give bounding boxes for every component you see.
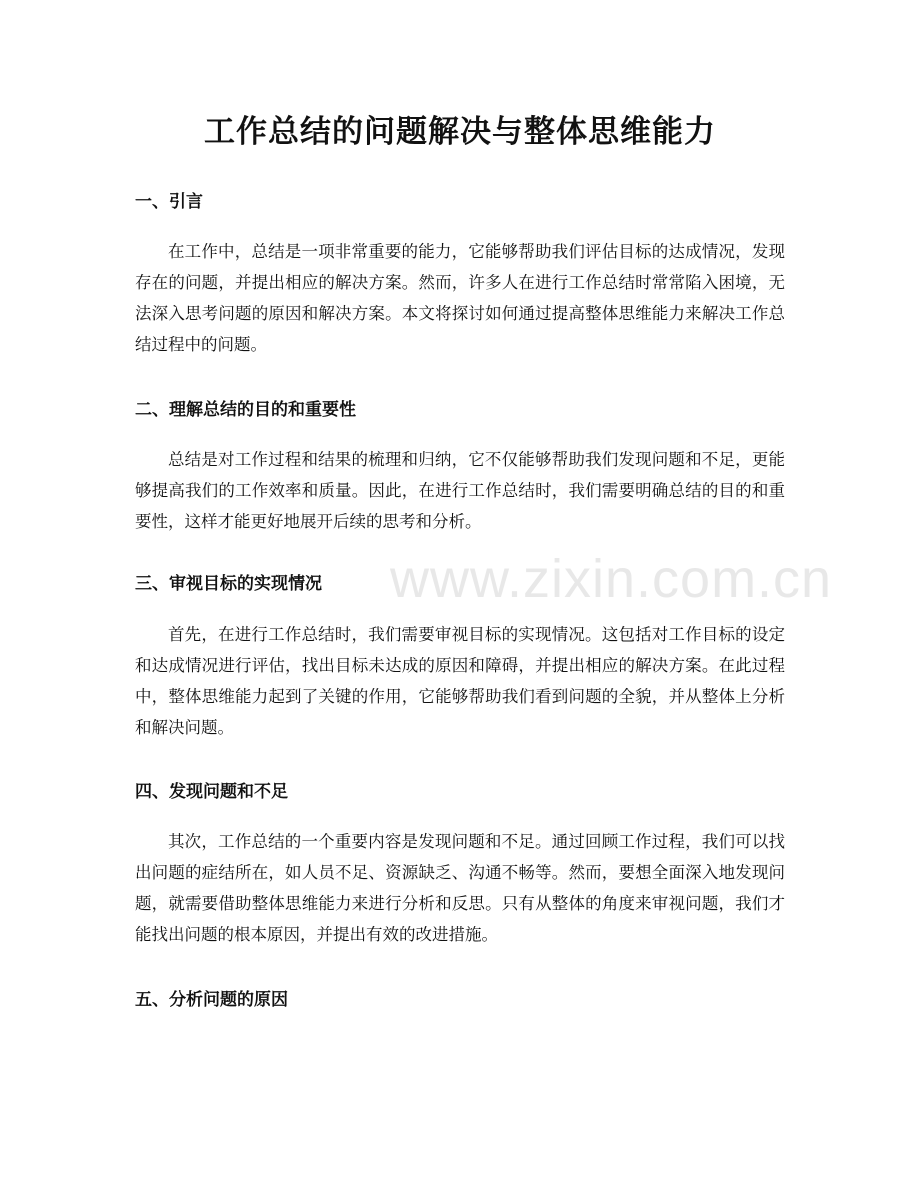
section-paragraph-goals: 首先，在进行工作总结时，我们需要审视目标的实现情况。这包括对工作目标的设定和达成情况进行评估，找出目标未达成的原因和障碍，并提出相应的解决方案。在此过程中，整体思维能力起到了关键的作用，它能够帮助我们看到问题的全貌，并从整体上分析和解决问题。 [135, 625, 785, 737]
section-heading-introduction: 一、引言 [135, 192, 203, 212]
section-paragraph-purpose: 总结是对工作过程和结果的梳理和归纳，它不仅能够帮助我们发现问题和不足，更能够提高我们的工作效率和质量。因此，在进行工作总结时，我们需要明确总结的目的和重要性，这样才能更好地展开后续的思考和分析。 [135, 450, 785, 531]
section-paragraph-introduction: 在工作中，总结是一项非常重要的能力，它能够帮助我们评估目标的达成情况，发现存在的问题，并提出相应的解决方案。然而，许多人在进行工作总结时常常陷入困境，无法深入思考问题的原因和解决方案。本文将探讨如何通过提高整体思维能力来解决工作总结过程中的问题。 [135, 242, 785, 354]
document-title: 工作总结的问题解决与整体思维能力 [204, 114, 716, 150]
section-heading-purpose: 二、理解总结的目的和重要性 [135, 400, 356, 420]
section-heading-goals: 三、审视目标的实现情况 [135, 574, 322, 594]
watermark: www.zixin.com.cn [390, 549, 833, 609]
section-heading-problems: 四、发现问题和不足 [135, 782, 288, 802]
section-paragraph-problems: 其次，工作总结的一个重要内容是发现问题和不足。通过回顾工作过程，我们可以找出问题的症结所在，如人员不足、资源缺乏、沟通不畅等。然而，要想全面深入地发现问题，就需要借助整体思维能力来进行分析和反思。只有从整体的角度来审视问题，我们才能找出问题的根本原因，并提出有效的改进措施。 [135, 832, 785, 944]
section-heading-causes: 五、分析问题的原因 [135, 990, 288, 1010]
